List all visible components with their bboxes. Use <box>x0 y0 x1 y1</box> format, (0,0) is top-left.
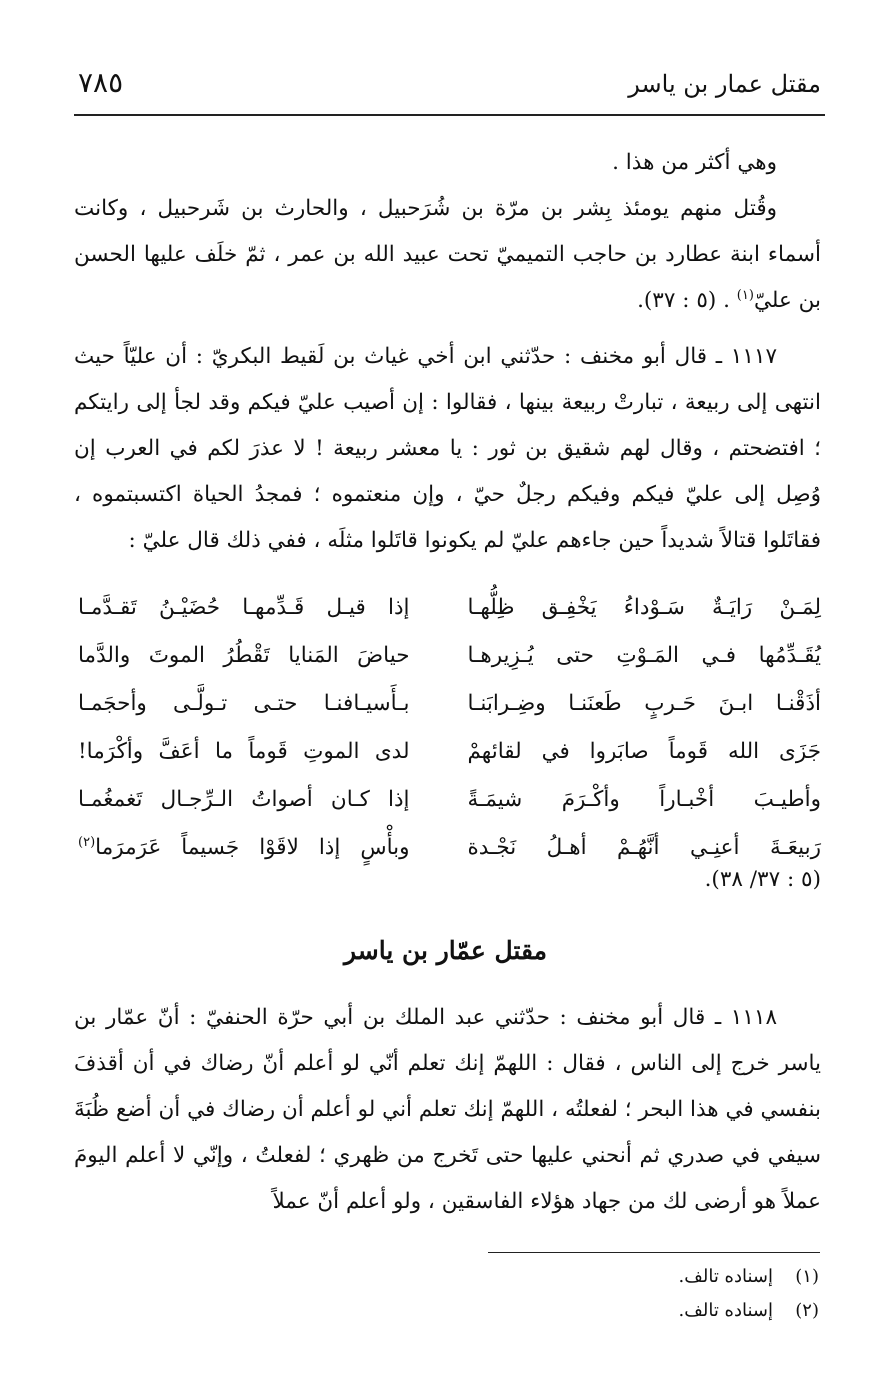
running-header <box>78 62 821 106</box>
body-text-top <box>74 140 821 564</box>
poem <box>78 583 821 871</box>
running-title: مقتل عمار بن ياسر <box>628 70 821 98</box>
footnote-text: إسناده تالف. <box>678 1266 773 1287</box>
poem-verse <box>78 775 821 823</box>
poem-hemistich-second: إذا قيـل قَـدِّمهـا حُضَيْـنُ تَقـدَّمـا <box>78 594 410 620</box>
page-number: ٧٨٥ <box>78 66 124 99</box>
paragraph-2-text: وقُتل منهم يومئذ بِشر بن مرّة بن شُرَحبيل ، والحارث بن شَرحبيل ، وكانت أسماء ابنة عطارد بن حاجب التميميّ تحت عبيد الله بن عمر ، ثمّ خلَف عليها الحسن بن عليّ <box>74 196 821 313</box>
poem-hemistich-first: لِمَـنْ رَايَـةٌ سَـوْداءُ يَخْفِـق ظِلُّهـا <box>467 594 821 620</box>
footnote-item <box>679 1294 820 1328</box>
paragraph-4: ١١١٨ ـ قال أبو مخنف : حدّثني عبد الملك بن أبي حرّة الحنفيّ : أنّ عمّار بن ياسر خرج إلى الناس ، فقال : اللهمّ إنك تعلم أنّي لو أعلم أنّ رضاك في أن أقذفَ بنفسي في هذا البحر ؛ لفعلتُه ، اللهمّ إنك تعلم أني لو أعلم أن رضاك في أن أضع ظُبَةَ سيفي في صدري ثم أنحني عليها حتى تَخرج من ظهري ؛ لفعلتُ ، وإنّي لا أعلم اليومَ عملاً هو أرضى لك من جهاد هؤلاء الفاسقين ، ولو أعلم أنّ عملاً <box>74 1005 821 1214</box>
section-heading: مقتل عمّار بن ياسر <box>344 936 547 965</box>
poem-hemistich-first: رَبيعَـةَ أعنِـي أنَّهُـمْ أهـلُ نَجْـدة <box>467 834 821 860</box>
footnote-ref-1: (١) <box>736 287 754 303</box>
poem-verse <box>78 679 821 727</box>
footnote-ref-2: (٢) <box>78 834 96 850</box>
footnote-item <box>679 1260 820 1294</box>
poem-hemistich-first: يُقَـدِّمُها فـي المَـوْتِ حتى يُـزِيرهـا <box>467 642 821 668</box>
footnote-rule <box>488 1252 820 1253</box>
paragraph-1: وهي أكثر من هذا . <box>612 150 777 175</box>
poem-hemistich-second <box>78 835 450 860</box>
header-rule <box>74 114 825 116</box>
poem-verse <box>78 631 821 679</box>
poem-source-ref: (٥ : ٣٧/ ٣٨). <box>704 867 821 892</box>
poem-hemistich-second: بـأَسيـافنـا حتـى تـولَّـى وأحجَمـا <box>78 690 410 716</box>
footnote-text: إسناده تالف. <box>678 1300 773 1321</box>
poem-hemistich-second: حياضَ المَنايا تَقْطُرُ الموتَ والدَّما <box>78 642 410 668</box>
poem-hemistich-first: أذَقْنـا ابـنَ حَـربٍ طَعنَنـا وضِـرابَنـا <box>467 690 821 716</box>
source-ref-1: . (٥ : ٣٧). <box>637 288 730 313</box>
poem-hemistich-second: لدى الموتِ قَوماً ما أعَفَّ وأكْرَما! <box>78 738 410 764</box>
footnotes <box>679 1260 820 1328</box>
footnote-mark: (١) <box>795 1266 819 1287</box>
poem-verse <box>78 727 821 775</box>
body-text-bottom <box>74 995 821 1225</box>
paragraph-3: ١١١٧ ـ قال أبو مخنف : حدّثني ابن أخي غياث بن لَقيط البكريّ : أن عليّاً حيث انتهى إلى ربيعة ، تبارتْ ربيعة بينها ، فقالوا : إن أصيب عليّ فيكم وقد لجأ إلى رايتكم ؛ افتضحتم ، وقال لهم شقيق بن ثور : يا معشر ربيعة ! لا عذرَ لكم في العرب إن وُصِل إلى عليّ فيكم وفيكم رجلٌ حيّ ، وإن منعتموه ؛ فمجدُ الحياة اكتسبتموه ، فقاتَلوا قتالاً شديداً حين جاءهم عليّ لم يكونوا قاتَلوا مثلَه ، ففي ذلك قال عليّ : <box>74 344 821 553</box>
poem-hemistich-first: جَزَى الله قَوماً صابَروا في لقائهمْ <box>467 738 821 764</box>
paragraph-2 <box>74 186 821 324</box>
footnote-mark: (٢) <box>795 1300 819 1321</box>
poem-hemistich-text: وبأْسٍ إذا لاقَوْا جَسيماً عَرَمرَما <box>95 834 410 860</box>
poem-verse <box>78 583 821 631</box>
poem-hemistich-first: وأطيـبَ أخْبـاراً وأكْـرَمَ شيمَـةً <box>467 786 821 812</box>
poem-verse <box>78 823 821 871</box>
poem-hemistich-second: إذا كـان أصواتُ الـرِّجـال تَغمغُمـا <box>78 786 410 812</box>
